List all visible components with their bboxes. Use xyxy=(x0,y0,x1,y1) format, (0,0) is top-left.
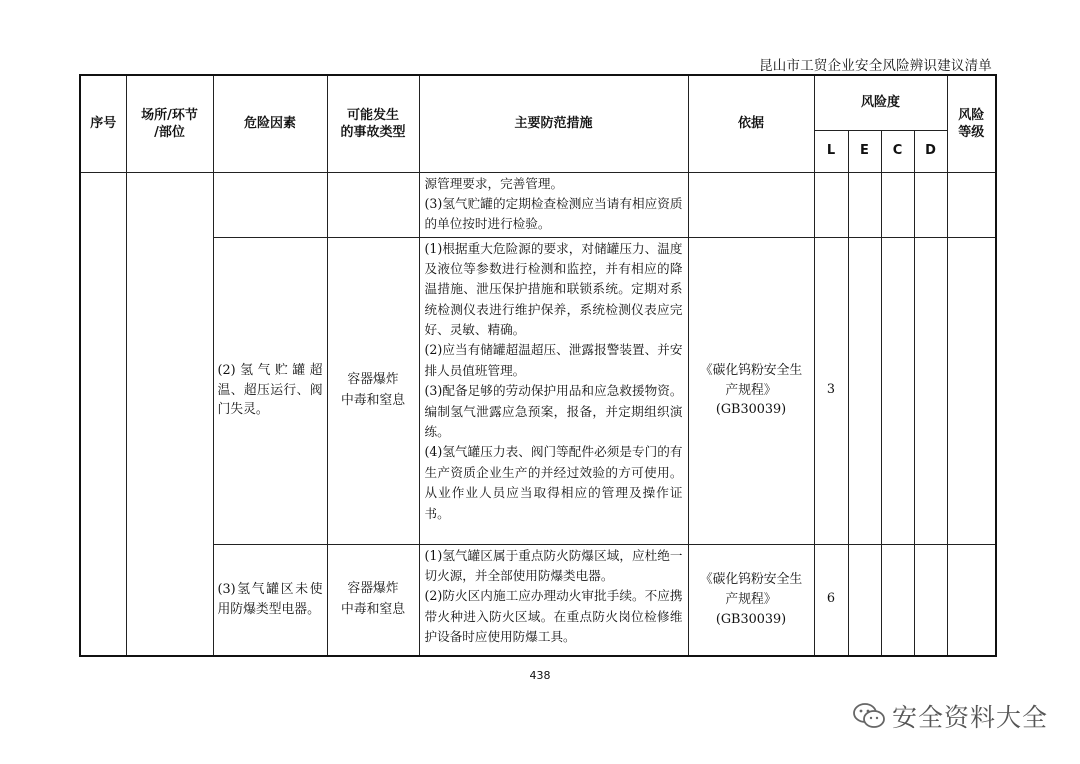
header-row-1 xyxy=(80,75,996,130)
accident-line: 容器爆炸 xyxy=(347,581,399,597)
header-measures: 主要防范措施 xyxy=(419,75,688,172)
measure-line: (1)氢气罐区属于重点防火防爆区域，应杜绝一切火源，并全部使用防爆类电器。 xyxy=(424,547,683,583)
cell-l: 6 xyxy=(814,544,848,656)
measure-line: (3)配备足够的劳动保护用品和应急救援物资。编制氢气泄露应急预案，报备，并定期组织演练。 xyxy=(424,383,683,440)
watermark xyxy=(852,698,1048,734)
measure-line: (2)防火区内施工应办理动火审批手续。不应携带火种进入防火区域。在重点防火岗位检修维护设备时应使用防爆工具。 xyxy=(424,588,683,645)
cell-hazard xyxy=(213,172,327,237)
header-location-line-2: /部位 xyxy=(154,124,185,140)
header-accident-line-1: 可能发生 xyxy=(346,107,399,123)
cell-c xyxy=(881,172,914,237)
cell-hazard: (3)氢气罐区未使用防爆类型电器。 xyxy=(213,544,327,656)
cell-c xyxy=(881,544,914,656)
accident-line: 中毒和窒息 xyxy=(341,392,405,408)
risk-table xyxy=(79,74,997,657)
header-e: E xyxy=(848,130,881,172)
cell-level xyxy=(947,237,996,544)
basis-line: 《碳化钨粉安全生 xyxy=(699,572,803,587)
measure-line: 源管理要求，完善管理。 xyxy=(424,175,564,191)
cell-e xyxy=(848,172,881,237)
measure-line: (1)根据重大危险源的要求，对储罐压力、温度及液位等参数进行检测和监控，并有相应的降温措施、泄压保护措施和联锁系统。定期对系统检测仪表进行维护保养，系统检测仪表应完好、灵敏、精确。 xyxy=(424,240,683,338)
cell-measures xyxy=(419,544,688,656)
cell-d xyxy=(914,544,947,656)
document-title: 昆山市工贸企业安全风险辨识建议清单 xyxy=(759,58,992,74)
cell-level xyxy=(947,172,996,237)
measure-line: (4)氢气罐压力表、阀门等配件必须是专门的有生产资质企业生产的并经过效验的方可使用。从业作业人员应当取得相应的管理及操作证书。 xyxy=(424,444,683,521)
basis-line: 《碳化钨粉安全生 xyxy=(699,362,803,378)
cell-accident xyxy=(327,237,419,544)
watermark-text: 安全资料大全 xyxy=(891,703,1048,732)
table-row xyxy=(80,237,996,544)
accident-line: 中毒和窒息 xyxy=(341,601,405,617)
cell-basis xyxy=(688,237,814,544)
cell-hazard: (2)氢气贮罐超温、超压运行、阀门失灵。 xyxy=(213,237,327,544)
measure-line: (3)氢气贮罐的定期检查检测应当请有相应资质的单位按时进行检验。 xyxy=(424,195,683,232)
cell-e xyxy=(848,544,881,656)
cell-location xyxy=(126,172,213,656)
header-seq: 序号 xyxy=(80,75,126,172)
header-c: C xyxy=(881,130,914,172)
cell-l: 3 xyxy=(814,237,848,544)
cell-l xyxy=(814,172,848,237)
cell-basis xyxy=(688,172,814,237)
cell-level xyxy=(947,544,996,656)
cell-seq xyxy=(80,172,126,656)
page-number: 438 xyxy=(529,669,551,682)
header-risk-degree: 风险度 xyxy=(814,75,947,130)
header-risk-level-line-2: 等级 xyxy=(958,124,985,140)
cell-c xyxy=(881,237,914,544)
header-accident-line-2: 的事故类型 xyxy=(340,124,406,140)
header-basis: 依据 xyxy=(688,75,814,172)
header-d: D xyxy=(914,130,947,172)
cell-d xyxy=(914,237,947,544)
cell-d xyxy=(914,172,947,237)
header-accident xyxy=(327,75,419,172)
cell-basis xyxy=(688,544,814,656)
risk-table-wrapper xyxy=(79,74,997,657)
table-row xyxy=(80,544,996,656)
wechat-icon xyxy=(852,701,886,731)
table-row xyxy=(80,172,996,237)
header-location xyxy=(126,75,213,172)
cell-measures xyxy=(419,172,688,237)
header-risk-level-line-1: 风险 xyxy=(958,107,985,123)
basis-line: 产规程》(GB30039) xyxy=(715,591,787,627)
cell-accident xyxy=(327,544,419,656)
cell-measures xyxy=(419,237,688,544)
cell-e xyxy=(848,237,881,544)
header-l: L xyxy=(814,130,848,172)
accident-line: 容器爆炸 xyxy=(347,372,399,388)
basis-line: 产规程》(GB30039) xyxy=(715,382,787,418)
header-risk-level xyxy=(947,75,996,172)
header-location-line-1: 场所/环节 xyxy=(141,107,198,123)
measure-line: (2)应当有储罐超温超压、泄露报警装置、并安排人员值班管理。 xyxy=(424,342,683,378)
cell-accident xyxy=(327,172,419,237)
header-hazard: 危险因素 xyxy=(213,75,327,172)
